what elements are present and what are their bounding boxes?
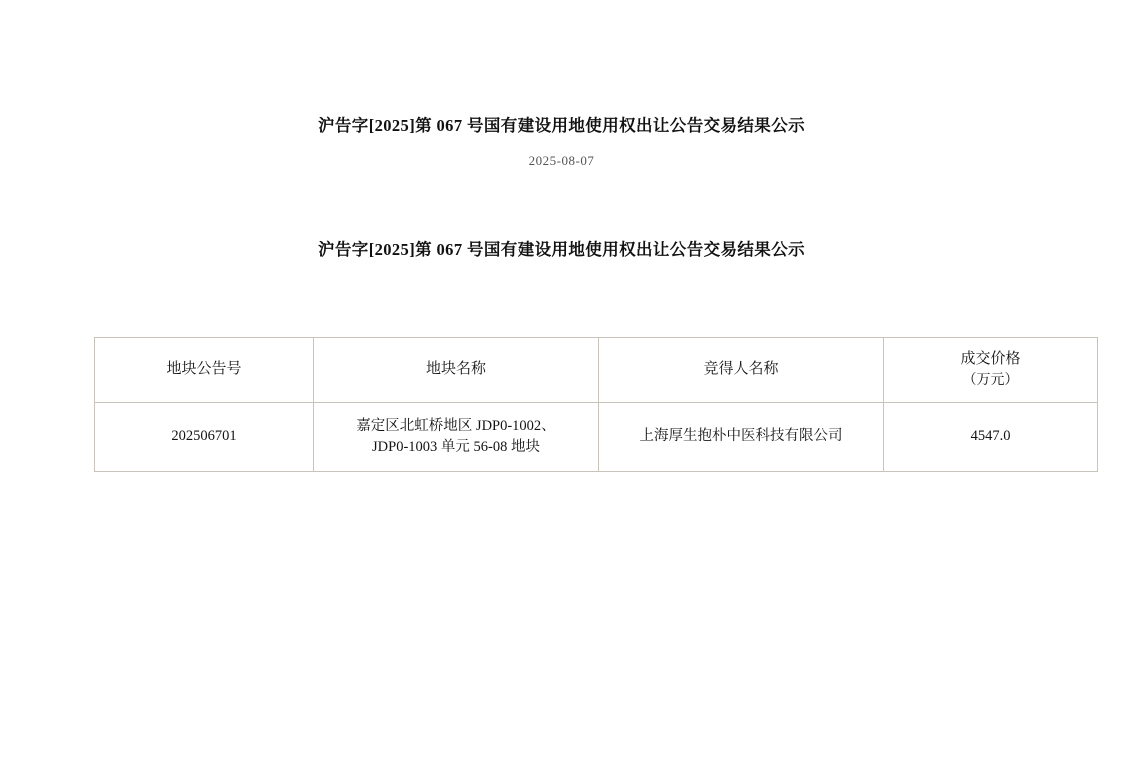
column-header-winner: 竞得人名称 — [599, 338, 884, 403]
column-header-price-line1: 成交价格 — [960, 350, 1021, 367]
transaction-result-table — [94, 337, 1098, 472]
column-header-price-line2: （万元） — [962, 372, 1019, 388]
column-header-price — [884, 338, 1098, 403]
cell-parcel-name-line2: JDP0-1003 单元 56-08 地块 — [372, 439, 540, 455]
column-header-parcel-name: 地块名称 — [314, 338, 599, 403]
cell-parcel-name — [314, 403, 599, 472]
cell-winner: 上海厚生抱朴中医科技有限公司 — [599, 403, 884, 472]
table-body — [95, 403, 1098, 472]
section-title: 沪告字[2025]第 067 号国有建设用地使用权出让公告交易结果公示 — [318, 240, 805, 259]
cell-price: 4547.0 — [884, 403, 1098, 472]
column-header-announcement-no: 地块公告号 — [95, 338, 314, 403]
table-header — [95, 338, 1098, 403]
publish-date: 2025-08-07 — [528, 153, 595, 168]
cell-parcel-name-line1: 嘉定区北虹桥地区 JDP0-1002、 — [356, 417, 556, 434]
table-header-row — [95, 338, 1098, 403]
cell-announcement-no: 202506701 — [95, 403, 314, 472]
table-row — [95, 403, 1098, 472]
page-title: 沪告字[2025]第 067 号国有建设用地使用权出让公告交易结果公示 — [318, 116, 805, 135]
result-table-container — [94, 337, 1029, 472]
